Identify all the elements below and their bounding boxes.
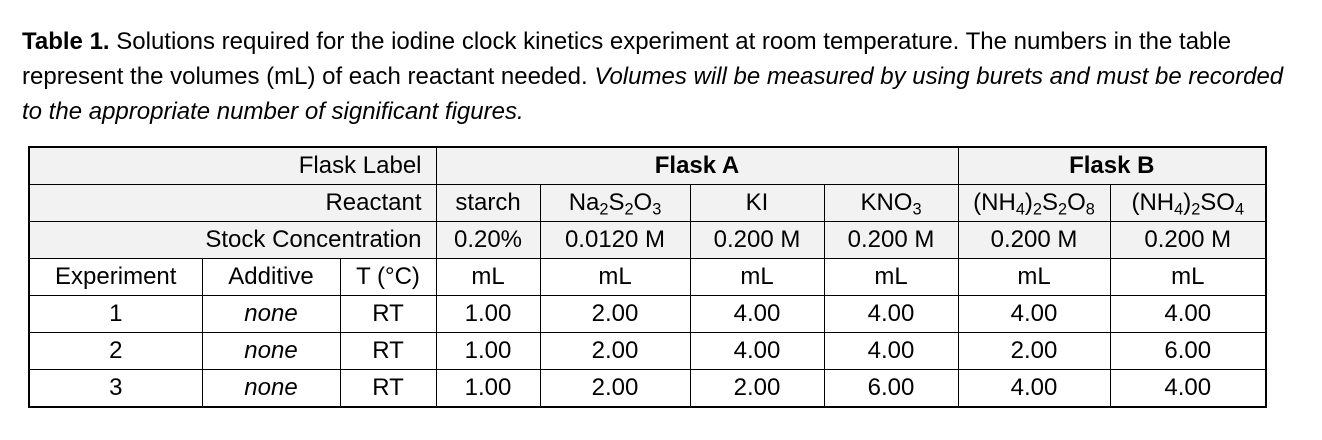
formula-subscript: 3 — [912, 200, 922, 219]
volume-cell: 4.00 — [958, 296, 1110, 333]
experiment-rows — [29, 296, 1266, 408]
table-caption — [22, 24, 1292, 129]
temperature-cell: RT — [340, 370, 436, 408]
formula-subscript: 3 — [652, 200, 662, 219]
experiment-header: Experiment — [29, 259, 202, 296]
additive-cell: none — [202, 296, 340, 333]
table-row — [29, 370, 1266, 408]
formula-text: Na — [568, 189, 600, 216]
formula-subscript: 4 — [1174, 200, 1184, 219]
reactant-row — [29, 185, 1266, 222]
unit-cell: mL — [1110, 259, 1266, 296]
reactant-header: Reactant — [29, 185, 436, 222]
formula-text: O — [633, 189, 653, 216]
caption-text: Solutions required for the iodine clock kinetics experiment at room temperature. The numbers in the table represent the volumes (mL) of each reactant needed. — [22, 28, 1232, 90]
reactant-cell — [1110, 185, 1266, 222]
reactant-volume-table — [28, 146, 1267, 408]
reactant-cell — [436, 185, 540, 222]
reactant-cell — [824, 185, 958, 222]
unit-cell: mL — [436, 259, 540, 296]
additive-header: Additive — [202, 259, 340, 296]
formula-subscript: 2 — [624, 200, 634, 219]
volume-cell: 2.00 — [540, 333, 690, 370]
additive-cell: none — [202, 370, 340, 408]
formula-subscript: 2 — [1191, 200, 1201, 219]
flask-label-header: Flask Label — [29, 147, 436, 185]
experiment-number: 1 — [29, 296, 202, 333]
formula-text: KNO — [860, 189, 913, 216]
stock-concentration-cell: 0.20% — [436, 222, 540, 259]
volume-cell: 4.00 — [690, 296, 824, 333]
stock-concentration-row — [29, 222, 1266, 259]
reactant-cell — [958, 185, 1110, 222]
stock-concentration-cell: 0.200 M — [958, 222, 1110, 259]
volume-cell: 1.00 — [436, 333, 540, 370]
additive-cell: none — [202, 333, 340, 370]
formula-text: (NH — [973, 189, 1016, 216]
reactant-cell — [540, 185, 690, 222]
table-row — [29, 296, 1266, 333]
unit-cell: mL — [824, 259, 958, 296]
unit-cell: mL — [540, 259, 690, 296]
flask-b-header: Flask B — [958, 147, 1266, 185]
units-row — [29, 259, 1266, 296]
formula-subscript: 2 — [599, 200, 609, 219]
volume-cell: 6.00 — [824, 370, 958, 408]
caption-emphasis: Volumes will be measured by using burets and must be recorded to the appropriate number of significant figures. — [22, 63, 1284, 125]
temperature-header: T (°C) — [340, 259, 436, 296]
experiment-number: 3 — [29, 370, 202, 408]
volume-cell: 4.00 — [690, 333, 824, 370]
volume-cell: 4.00 — [958, 370, 1110, 408]
volume-cell: 2.00 — [540, 296, 690, 333]
formula-text: S — [1041, 189, 1058, 216]
volume-cell: 4.00 — [824, 296, 958, 333]
formula-text: ) — [1183, 189, 1192, 216]
formula-text: starch — [455, 189, 521, 216]
formula-subscript: 4 — [1015, 200, 1025, 219]
formula-subscript: 8 — [1085, 200, 1095, 219]
formula-subscript: 2 — [1032, 200, 1042, 219]
stock-concentration-cell: 0.200 M — [690, 222, 824, 259]
experiment-number: 2 — [29, 333, 202, 370]
flask-label-row — [29, 147, 1266, 185]
formula-text: ) — [1024, 189, 1033, 216]
formula-text: KI — [745, 189, 769, 216]
caption-label: Table 1. — [22, 28, 110, 55]
reactant-cell — [690, 185, 824, 222]
volume-cell: 2.00 — [540, 370, 690, 408]
volume-cell: 6.00 — [1110, 333, 1266, 370]
flask-a-header: Flask A — [436, 147, 958, 185]
unit-cell: mL — [690, 259, 824, 296]
volume-cell: 4.00 — [1110, 296, 1266, 333]
stock-concentration-header: Stock Concentration — [29, 222, 436, 259]
formula-subscript: 2 — [1058, 200, 1068, 219]
formula-text: S — [608, 189, 625, 216]
volume-cell: 4.00 — [1110, 370, 1266, 408]
volume-cell: 2.00 — [690, 370, 824, 408]
temperature-cell: RT — [340, 296, 436, 333]
formula-text: SO — [1200, 189, 1235, 216]
volume-cell: 2.00 — [958, 333, 1110, 370]
unit-cell: mL — [958, 259, 1110, 296]
stock-concentration-cell: 0.200 M — [824, 222, 958, 259]
stock-concentration-cell: 0.200 M — [1110, 222, 1266, 259]
volume-cell: 4.00 — [824, 333, 958, 370]
volume-cell: 1.00 — [436, 296, 540, 333]
formula-text: (NH — [1131, 189, 1175, 216]
stock-concentration-cell: 0.0120 M — [540, 222, 690, 259]
formula-subscript: 4 — [1234, 200, 1245, 219]
volume-cell: 1.00 — [436, 370, 540, 408]
formula-text: O — [1067, 189, 1086, 216]
temperature-cell: RT — [340, 333, 436, 370]
table-row — [29, 333, 1266, 370]
